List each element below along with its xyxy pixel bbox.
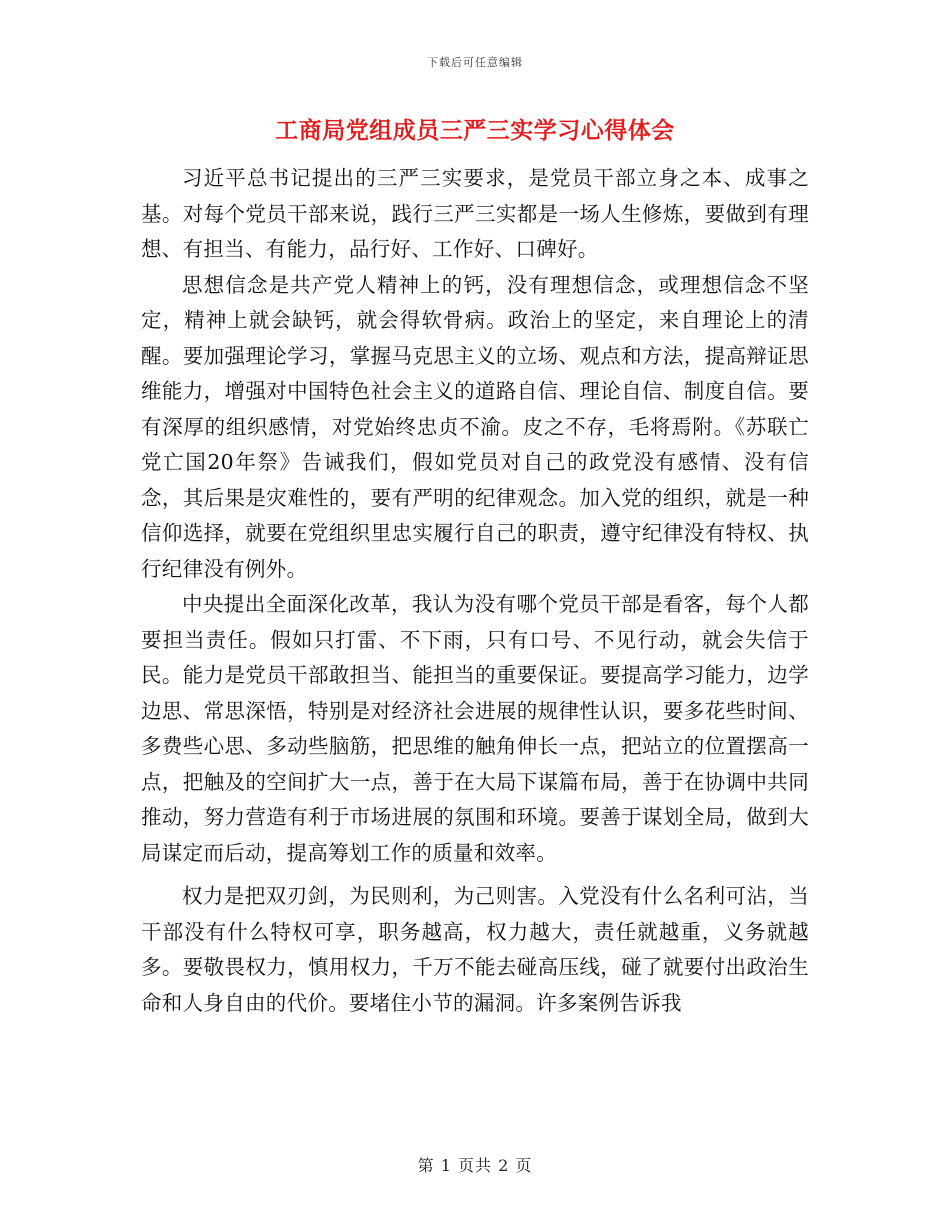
- document-title: 工商局党组成员三严三实学习心得体会: [275, 117, 675, 144]
- paragraph-1: 习近平总书记提出的三严三实要求，是党员干部立身之本、成事之基。对每个党员干部来说，践行三严三实都是一场人生修炼，要做到有理想、有担当、有能力，品行好、工作好、口碑好。: [141, 166, 809, 261]
- paragraph-2: 思想信念是共产党人精神上的钙，没有理想信念，或理想信念不坚定，精神上就会缺钙，就会得软骨病。政治上的坚定，来自理论上的清醒。要加强理论学习，掌握马克思主义的立场、观点和方法，提高辩证思维能力，增强对中国特色社会主义的道路自信、理论自信、制度自信。要有深厚的组织感情，对党始终忠贞不渝。皮之不存，毛将焉附。《苏联亡党亡国20年祭》告诫我们，假如党员对自己的政党没有感情、没有信念，其后果是灾难性的，要有严明的纪律观念。加入党的组织，就是一种信仰选择，就要在党组织里忠实履行自己的职责，遵守纪律没有特权、执行纪律没有例外。: [141, 272, 809, 581]
- page-header-note: 下载后可任意编辑: [427, 56, 523, 69]
- document-body: [141, 161, 809, 1021]
- paragraph-3: 中央提出全面深化改革，我认为没有哪个党员干部是看客，每个人都要担当责任。假如只打雷、不下雨，只有口号、不见行动，就会失信于民。能力是党员干部敢担当、能担当的重要保证。要提高学习能力，边学边思、常思深悟，特别是对经济社会进展的规律性认识，要多花些时间、多费些心思、多动些脑筋，把思维的触角伸长一点，把站立的位置摆高一点，把触及的空间扩大一点，善于在大局下谋篇布局，善于在协调中共同推动，努力营造有利于市场进展的氛围和环境。要善于谋划全局，做到大局谋定而后动，提高筹划工作的质量和效率。: [141, 592, 809, 865]
- page-number-footer: 第 1 页共 2 页: [417, 1156, 533, 1175]
- paragraph-4: 权力是把双刃剑，为民则利，为己则害。入党没有什么名利可沾，当干部没有什么特权可享，职务越高，权力越大，责任就越重，义务就越多。要敬畏权力，慎用权力，千万不能去碰高压线，碰了就要付出政治生命和人身自由的代价。要堵住小节的漏洞。许多案例告诉我: [141, 884, 809, 1015]
